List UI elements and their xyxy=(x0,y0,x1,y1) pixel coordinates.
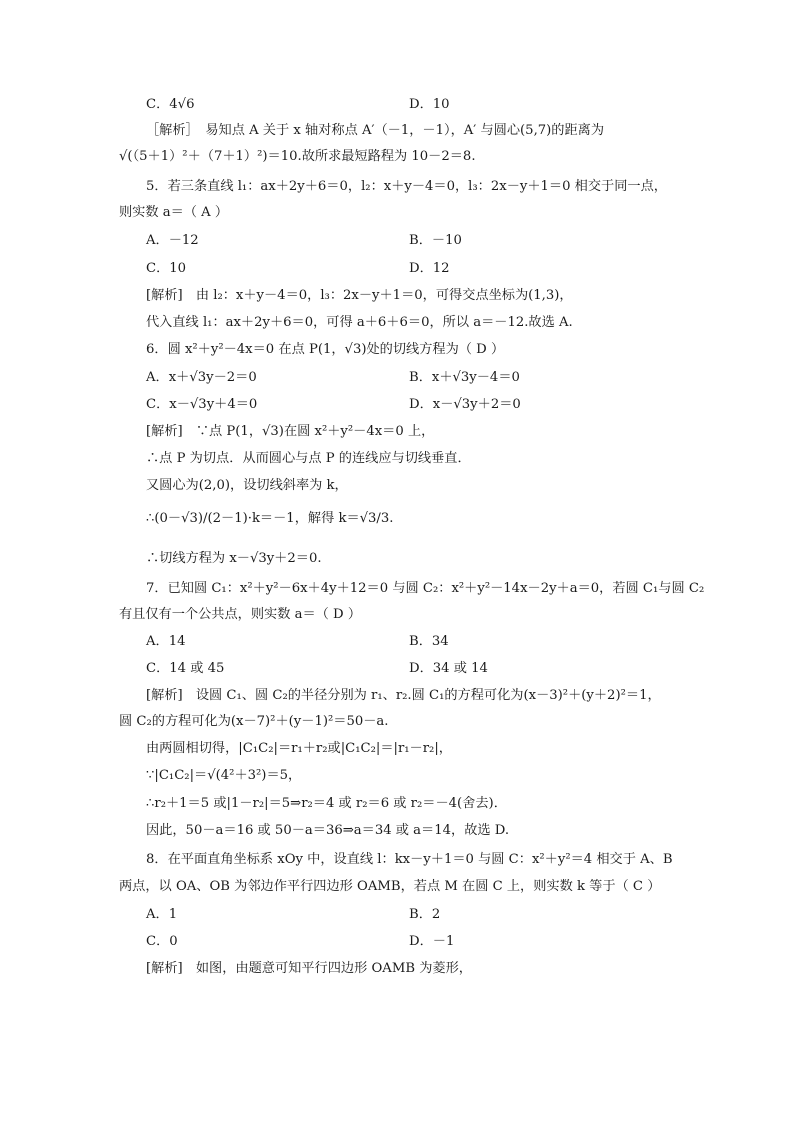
solution-line: [解析] ∵点 P(1，√3)在圆 x²＋y²－4x＝0 上， xyxy=(146,424,435,439)
option-d: D．12 xyxy=(409,261,450,276)
solution-line: 因此，50－a＝16 或 50－a＝36⇒a＝34 或 a＝14，故选 D. xyxy=(146,823,510,838)
option-d: D．－1 xyxy=(409,934,455,949)
option-c: C．10 xyxy=(146,261,187,276)
question-5-line2: 则实数 a＝（ A ） xyxy=(119,205,229,220)
option-c: C．14 或 45 xyxy=(146,661,225,676)
option-c: C．0 xyxy=(146,934,178,949)
solution-line: √(（5＋1）²＋（7＋1）²)＝10.故所求最短路程为 10－2＝8. xyxy=(119,149,476,164)
option-c: C．x－√3y＋4＝0 xyxy=(146,397,258,412)
option-c: C．4√6 xyxy=(146,97,195,112)
option-b: B．x＋√3y－4＝0 xyxy=(409,370,520,385)
solution-line: 由两圆相切得，|C₁C₂|＝r₁＋r₂或|C₁C₂|＝|r₁－r₂|， xyxy=(146,741,452,756)
question-5: 5．若三条直线 l₁：ax＋2y＋6＝0，l₂：x＋y－4＝0，l₃：2x－y＋1＝0 相交于同一点， xyxy=(146,179,667,194)
option-a: A．14 xyxy=(146,634,186,649)
solution-line: ∴(0－√3)/(2－1)·k＝－1，解得 k＝√3/3. xyxy=(146,511,394,526)
option-d: D．34 或 14 xyxy=(409,661,488,676)
option-a: A．1 xyxy=(146,907,178,922)
solution-line: ∵|C₁C₂|＝√(4²＋3²)＝5， xyxy=(146,768,302,783)
solution-line: ∴切线方程为 x－√3y＋2＝0. xyxy=(146,551,322,566)
option-d: D．x－√3y＋2＝0 xyxy=(409,397,521,412)
solution-line: [解析] 设圆 C₁、圆 C₂的半径分别为 r₁、r₂.圆 C₁的方程可化为(x－3)²＋(y＋2)²＝1， xyxy=(146,688,661,703)
solution-line: [解析] 如图，由题意可知平行四边形 OAMB 为菱形， xyxy=(146,961,472,976)
question-7: 7．已知圆 C₁：x²＋y²－6x＋4y＋12＝0 与圆 C₂：x²＋y²－14x－2y＋a＝0，若圆 C₁与圆 C₂ xyxy=(146,581,705,596)
option-d: D．10 xyxy=(409,97,450,112)
solution-line: [解析] 由 l₂：x＋y－4＝0，l₃：2x－y＋1＝0，可得交点坐标为(1,3)， xyxy=(146,288,573,303)
solution-line: ∴点 P 为切点．从而圆心与点 P 的连线应与切线垂直． xyxy=(146,451,471,466)
option-b: B．－10 xyxy=(409,233,462,248)
option-a: A．x＋√3y－2＝0 xyxy=(146,370,257,385)
option-a: A．－12 xyxy=(146,233,199,248)
question-8-line2: 两点，以 OA、OB 为邻边作平行四边形 OAMB，若点 M 在圆 C 上，则实数 k 等于（ C ） xyxy=(119,879,661,894)
question-6: 6．圆 x²＋y²－4x＝0 在点 P(1，√3)处的切线方程为（ D ） xyxy=(146,342,505,357)
option-b: B．34 xyxy=(409,634,449,649)
question-8: 8．在平面直角坐标系 xOy 中，设直线 l：kx－y＋1＝0 与圆 C：x²＋y²＝4 相交于 A、B xyxy=(146,852,673,867)
solution-line: ［解析］ 易知点 A 关于 x 轴对称点 A′（－1，－1），A′ 与圆心(5,7)的距离为 xyxy=(146,123,605,138)
solution-line: 又圆心为(2,0)，设切线斜率为 k， xyxy=(146,478,348,493)
solution-line: 圆 C₂的方程可化为(x－7)²＋(y－1)²＝50－a. xyxy=(119,714,389,729)
solution-line: 代入直线 l₁：ax＋2y＋6＝0，可得 a＋6＋6＝0，所以 a＝－12.故选 A. xyxy=(146,315,573,330)
option-b: B．2 xyxy=(409,907,441,922)
question-7-line2: 有且仅有一个公共点，则实数 a＝（ D ） xyxy=(119,607,362,622)
solution-line: ∴r₂＋1＝5 或|1－r₂|＝5⇒r₂＝4 或 r₂＝6 或 r₂＝－4(舍去)． xyxy=(146,796,507,811)
